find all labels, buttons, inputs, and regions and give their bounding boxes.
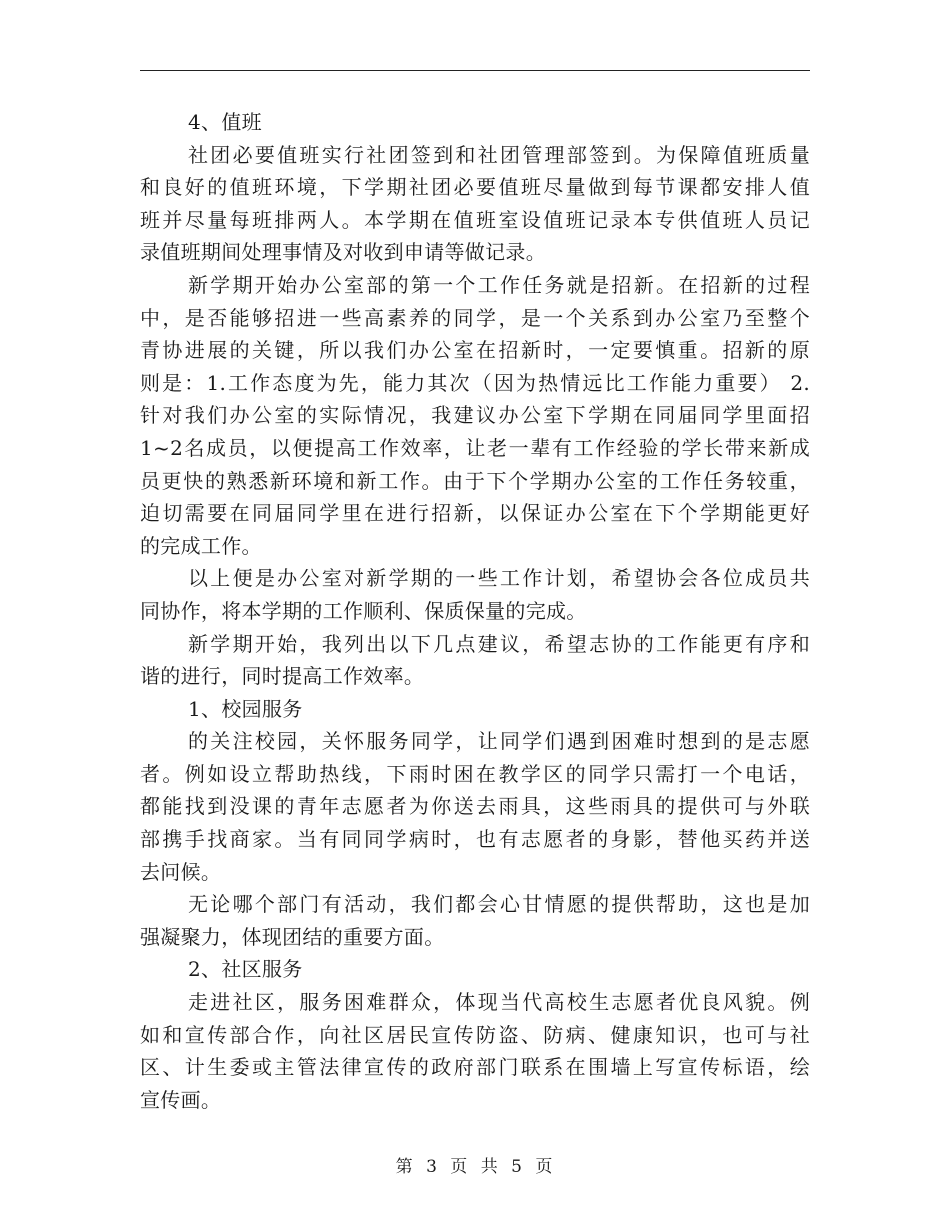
text-line: 中，是否能够招进一些高素养的同学，是一个关系到办公室乃至整个 xyxy=(140,305,810,330)
text-line: 1~2名成员，以便提高工作效率，让老一辈有工作经验的学长带来新成 xyxy=(140,435,810,460)
header-rule xyxy=(140,70,810,71)
text-line: 和良好的值班环境，下学期社团必要值班尽量做到每节课都安排人值 xyxy=(140,175,810,200)
page-number: 第 3 页 共 5 页 xyxy=(395,1157,555,1177)
text-line: 的关注校园，关怀服务同学，让同学们遇到困难时想到的是志愿 xyxy=(188,729,810,754)
text-line: 新学期开始，我列出以下几点建议，希望志协的工作能更有序和 xyxy=(188,631,810,656)
page-footer xyxy=(0,1152,950,1177)
text-line: 迫切需要在同届同学里在进行招新，以保证办公室在下个学期能更好 xyxy=(140,501,810,526)
text-line: 区、计生委或主管法律宣传的政府部门联系在围墙上写宣传标语，绘 xyxy=(140,1055,810,1080)
text-line: 青协进展的关键，所以我们办公室在招新时，一定要慎重。招新的原 xyxy=(140,338,810,363)
text-line: 针对我们办公室的实际情况，我建议办公室下学期在同届同学里面招 xyxy=(140,403,810,428)
text-line: 则是：1.工作态度为先，能力其次（因为热情远比工作能力重要） 2. xyxy=(140,370,810,395)
text-line: 1、校园服务 xyxy=(188,696,303,721)
text-line: 都能找到没课的青年志愿者为你送去雨具，这些雨具的提供可与外联 xyxy=(140,794,810,819)
text-line: 2、社区服务 xyxy=(188,957,303,982)
text-line: 社团必要值班实行社团签到和社团管理部签到。为保障值班质量 xyxy=(188,142,810,167)
text-line: 去问候。 xyxy=(140,859,222,884)
text-line: 宣传画。 xyxy=(140,1087,222,1112)
text-line: 者。例如设立帮助热线，下雨时困在教学区的同学只需打一个电话， xyxy=(140,761,810,786)
text-line: 班并尽量每班排两人。本学期在值班室设值班记录本专供值班人员记 xyxy=(140,207,810,232)
text-line: 走进社区，服务困难群众，体现当代高校生志愿者优良风貌。例 xyxy=(188,990,810,1015)
text-line: 部携手找商家。当有同同学病时，也有志愿者的身影，替他买药并送 xyxy=(140,827,810,852)
text-line: 谐的进行，同时提高工作效率。 xyxy=(140,664,425,689)
text-line: 以上便是办公室对新学期的一些工作计划，希望协会各位成员共 xyxy=(188,566,810,591)
text-line: 如和宣传部合作，向社区居民宣传防盗、防病、健康知识，也可与社 xyxy=(140,1022,810,1047)
text-line: 的完成工作。 xyxy=(140,533,262,558)
text-line: 同协作，将本学期的工作顺利、保质保量的完成。 xyxy=(140,598,587,623)
text-line: 录值班期间处理事情及对收到申请等做记录。 xyxy=(140,240,546,265)
text-line: 新学期开始办公室部的第一个工作任务就是招新。在招新的过程 xyxy=(188,272,810,297)
document-body xyxy=(140,106,810,1116)
text-line: 无论哪个部门有活动，我们都会心甘情愿的提供帮助，这也是加 xyxy=(188,892,810,917)
text-line: 强凝聚力，体现团结的重要方面。 xyxy=(140,924,445,949)
text-line: 4、值班 xyxy=(188,110,262,134)
text-line: 员更快的熟悉新环境和新工作。由于下个学期办公室的工作任务较重， xyxy=(140,468,810,493)
